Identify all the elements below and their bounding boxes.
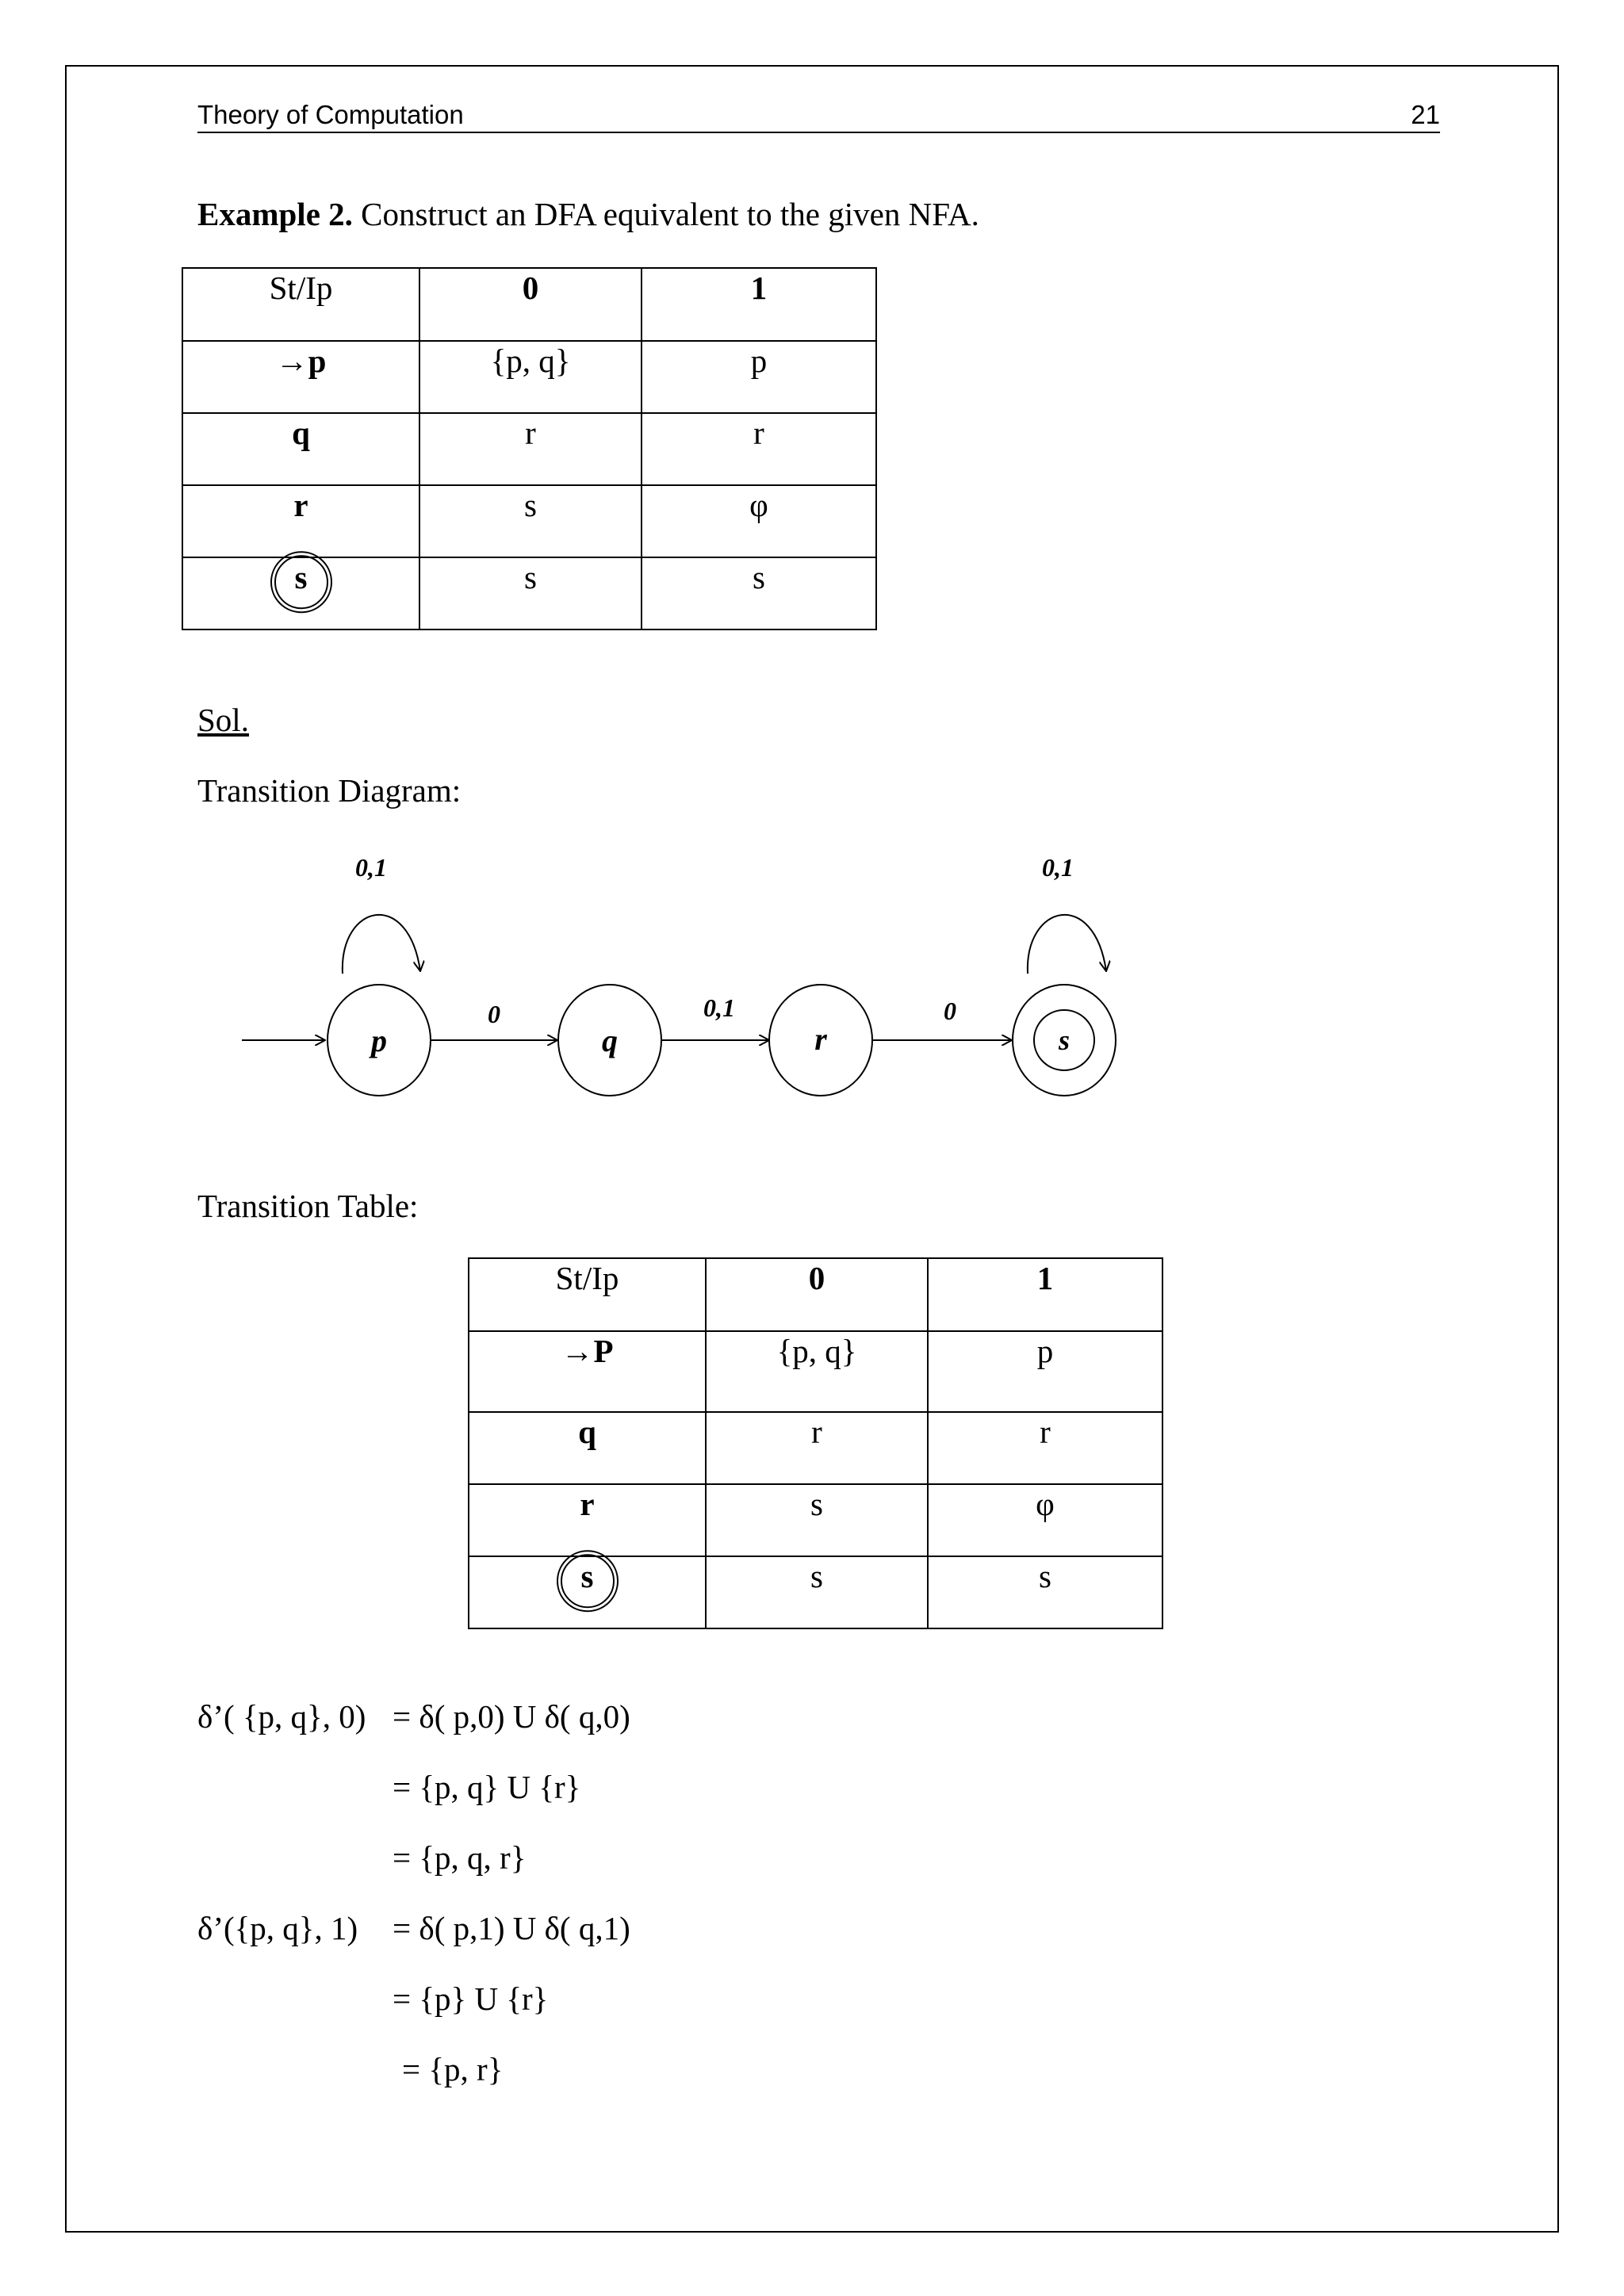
edge-label-q-r: 0,1 [703, 993, 735, 1022]
table-cell: p [642, 341, 876, 413]
page-number: 21 [1411, 100, 1440, 129]
table-header-cell: 1 [642, 268, 876, 341]
final-state-cell [469, 1556, 706, 1628]
state-cell: r [469, 1484, 706, 1556]
state-q-label: q [602, 1023, 618, 1058]
table-row [469, 1484, 1162, 1556]
table-cell: {p, q} [706, 1331, 928, 1412]
state-cell: r [182, 485, 419, 557]
state-cell: q [469, 1412, 706, 1484]
state-p [327, 985, 431, 1096]
table-cell: φ [928, 1484, 1162, 1556]
final-state-label: s [294, 559, 308, 595]
state-cell: →p [182, 341, 419, 413]
state-s-label: s [1058, 1024, 1071, 1056]
equation-rhs: = {p, q, r} [393, 1839, 527, 1876]
table-cell: r [642, 413, 876, 485]
state-q [558, 985, 661, 1096]
table-cell: s [706, 1484, 928, 1556]
final-state-label: s [580, 1558, 594, 1594]
table-cell: s [419, 557, 642, 629]
table-row [469, 1556, 1162, 1628]
state-s-final [1013, 985, 1116, 1096]
table-cell: p [928, 1331, 1162, 1412]
table-header-cell: St/Ip [182, 268, 419, 341]
table-cell: r [419, 413, 642, 485]
state-r [769, 985, 872, 1096]
transition-table-label: Transition Table: [197, 1188, 419, 1224]
table-row [469, 1412, 1162, 1484]
table-row [182, 413, 876, 485]
table-cell: s [419, 485, 642, 557]
table-header-row [469, 1258, 1162, 1331]
table-cell: s [706, 1556, 928, 1628]
equation-lhs: δ’( {p, q}, 0) [197, 1698, 366, 1735]
running-header [197, 98, 1440, 133]
final-state-cell [182, 557, 419, 629]
table-header-cell: St/Ip [469, 1258, 706, 1331]
final-state-marker [295, 560, 308, 595]
table-header-cell: 0 [419, 268, 642, 341]
edge-label-r-s: 0 [944, 997, 956, 1025]
self-loop-label-s: 0,1 [1042, 853, 1074, 882]
table-header-row [182, 268, 876, 341]
transition-diagram-label: Transition Diagram: [197, 772, 462, 809]
state-r-label: r [814, 1021, 827, 1057]
state-cell: q [182, 413, 419, 485]
edge-label-p-q: 0 [488, 1000, 500, 1028]
table-row [182, 341, 876, 413]
table-row [469, 1331, 1162, 1412]
transition-table [468, 1257, 1163, 1629]
state-cell: →P [469, 1331, 706, 1412]
self-loop-p [343, 915, 420, 974]
table-header-cell: 1 [928, 1258, 1162, 1331]
transition-diagram [230, 840, 1134, 1142]
example-label: Example 2. [197, 196, 353, 232]
equation-rhs: = {p, q} U {r} [393, 1769, 581, 1805]
header-title: Theory of Computation [197, 100, 464, 129]
state-p-label: p [371, 1023, 387, 1058]
table-cell: φ [642, 485, 876, 557]
table-cell: s [928, 1556, 1162, 1628]
equation-rhs: = {p, r} [402, 2051, 504, 2087]
nfa-table [182, 267, 877, 630]
table-cell: {p, q} [419, 341, 642, 413]
equation-rhs: = {p} U {r} [393, 1980, 549, 2017]
final-state-marker [581, 1559, 594, 1594]
self-loop-s [1028, 915, 1106, 974]
self-loop-label-p: 0,1 [355, 853, 387, 882]
example-heading [197, 195, 979, 233]
table-row [182, 485, 876, 557]
example-text: Construct an DFA equivalent to the given NFA. [352, 196, 979, 232]
sol-label: Sol. [197, 702, 249, 738]
equation-lhs: δ’({p, q}, 1) [197, 1910, 358, 1946]
table-row [182, 557, 876, 629]
table-cell: s [642, 557, 876, 629]
equation-rhs: = δ( p,1) U δ( q,1) [393, 1910, 630, 1946]
table-cell: r [928, 1412, 1162, 1484]
double-circle-icon [557, 1550, 619, 1612]
table-cell: r [706, 1412, 928, 1484]
equation-rhs: = δ( p,0) U δ( q,0) [393, 1698, 630, 1735]
table-header-cell: 0 [706, 1258, 928, 1331]
double-circle-icon [270, 551, 332, 613]
